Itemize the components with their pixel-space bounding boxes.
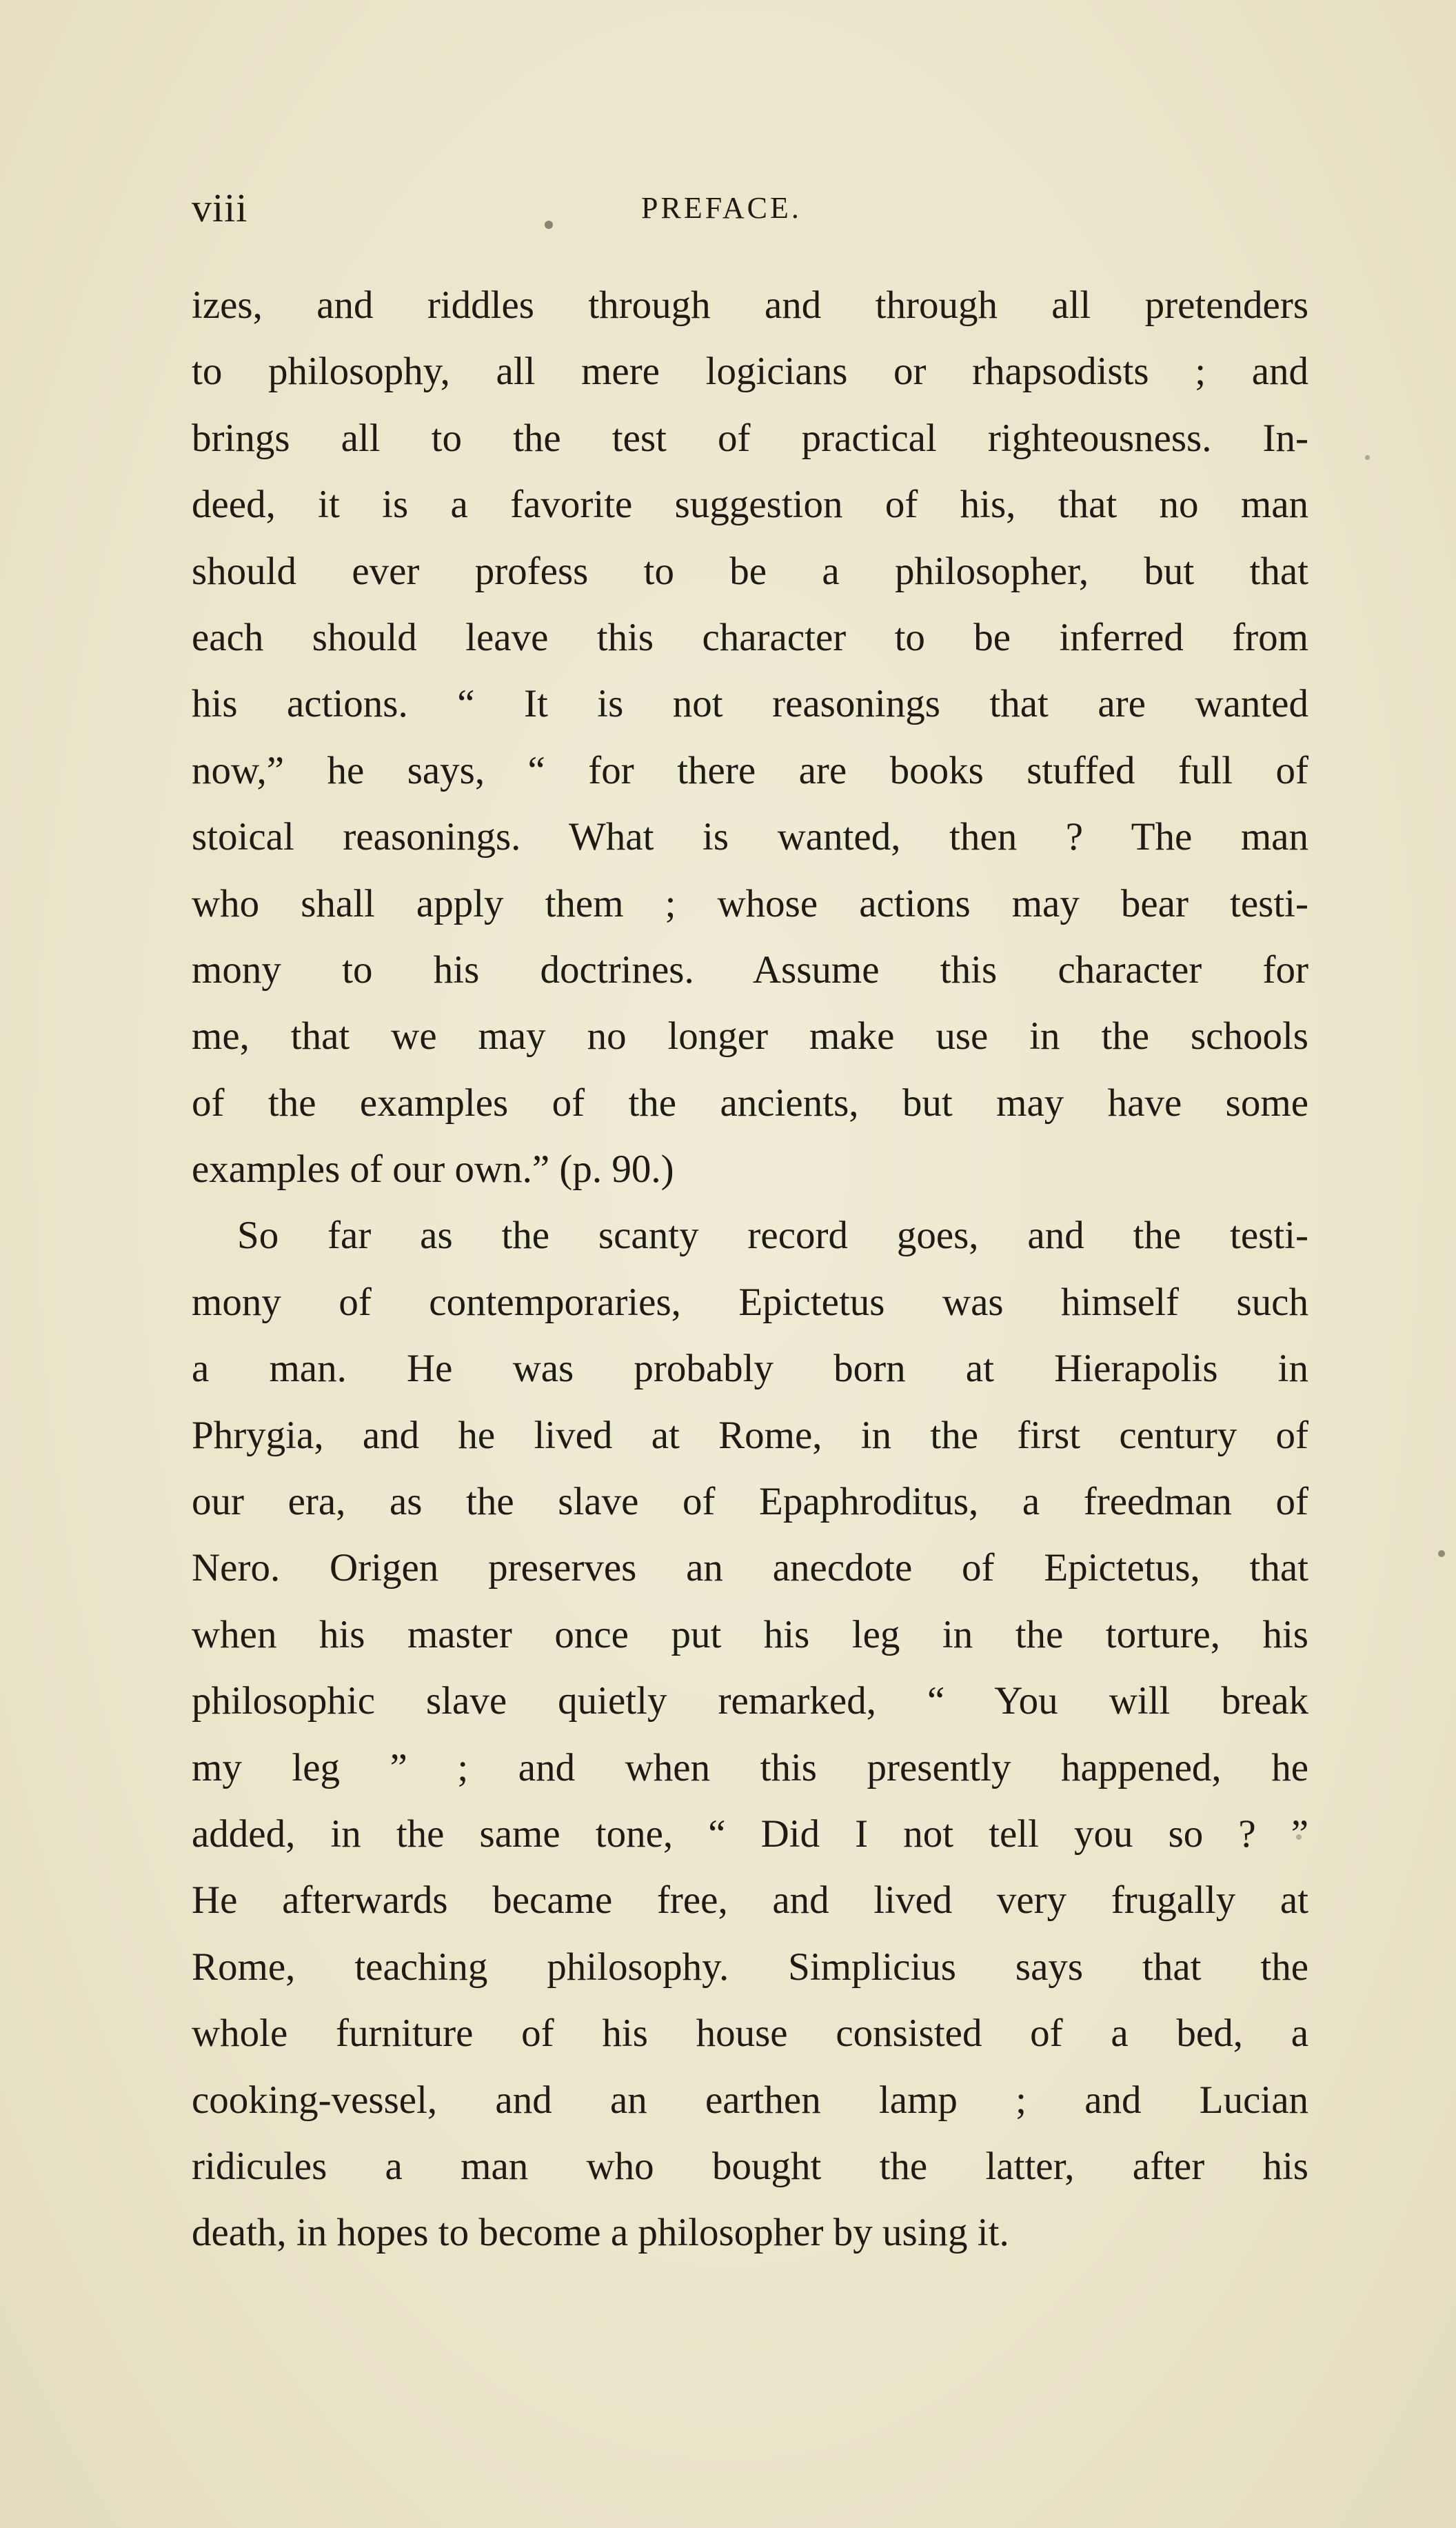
text-line: of the examples of the ancients, but may have some [192, 1081, 1308, 1125]
text-line: me, that we may no longer make use in the schools [192, 1014, 1308, 1059]
text-line: Rome, teaching philosophy. Simplicius says that the [192, 1945, 1308, 1989]
paper-speck [1365, 455, 1370, 460]
text-line: our era, as the slave of Epaphroditus, a freedman of [192, 1480, 1308, 1524]
page-number: viii [192, 185, 248, 230]
text-line: now,” he says, “ for there are books stuffed full of [192, 748, 1308, 792]
text-line: to philosophy, all mere logicians or rhapsodists ; and [192, 350, 1308, 394]
text-line: He afterwards became free, and lived very frugally at [192, 1878, 1308, 1923]
ink-speck [545, 221, 553, 229]
paper-speck [1296, 1834, 1302, 1840]
paragraph-start-line: So far as the scanty record goes, and the testi- [237, 1214, 1308, 1258]
paper-speck [1438, 1550, 1445, 1557]
text-line: brings all to the test of practical righteousness. In- [192, 416, 1308, 460]
text-line: Phrygia, and he lived at Rome, in the first century of [192, 1413, 1308, 1457]
text-line: who shall apply them ; whose actions may bear testi- [192, 881, 1308, 925]
text-line: izes, and riddles through and through all pretenders [192, 283, 1308, 327]
text-line: each should leave this character to be inferred from [192, 615, 1308, 659]
text-line: added, in the same tone, “ Did I not tell you so ? ” [192, 1812, 1308, 1856]
text-line: deed, it is a favorite suggestion of his, that no man [192, 483, 1308, 527]
body-text [192, 272, 1308, 2267]
text-line: Nero. Origen preserves an anecdote of Epictetus, that [192, 1546, 1308, 1590]
running-title: PREFACE. [641, 191, 802, 225]
text-line: when his master once put his leg in the torture, his [192, 1612, 1308, 1656]
paragraph-end-line: examples of our own.” (p. 90.) [192, 1147, 674, 1192]
text-line: death, in hopes to become a philosopher by using it. [192, 2211, 1009, 2255]
text-line: cooking-vessel, and an earthen lamp ; and Lucian [192, 2078, 1308, 2122]
text-line: whole furniture of his house consisted of a bed, a [192, 2012, 1308, 2056]
text-line: mony of contemporaries, Epictetus was himself such [192, 1280, 1308, 1324]
text-line: ridicules a man who bought the latter, after his [192, 2144, 1308, 2188]
text-line: mony to his doctrines. Assume this character for [192, 947, 1308, 992]
running-head [192, 185, 1308, 233]
text-line: my leg ” ; and when this presently happened, he [192, 1745, 1308, 1789]
text-line: should ever profess to be a philosopher, but that [192, 549, 1308, 593]
text-line: a man. He was probably born at Hierapolis in [192, 1347, 1308, 1391]
text-line: philosophic slave quietly remarked, “ You will break [192, 1679, 1308, 1723]
text-line: stoical reasonings. What is wanted, then ? The man [192, 815, 1308, 859]
text-line: his actions. “ It is not reasonings that are wanted [192, 682, 1308, 726]
